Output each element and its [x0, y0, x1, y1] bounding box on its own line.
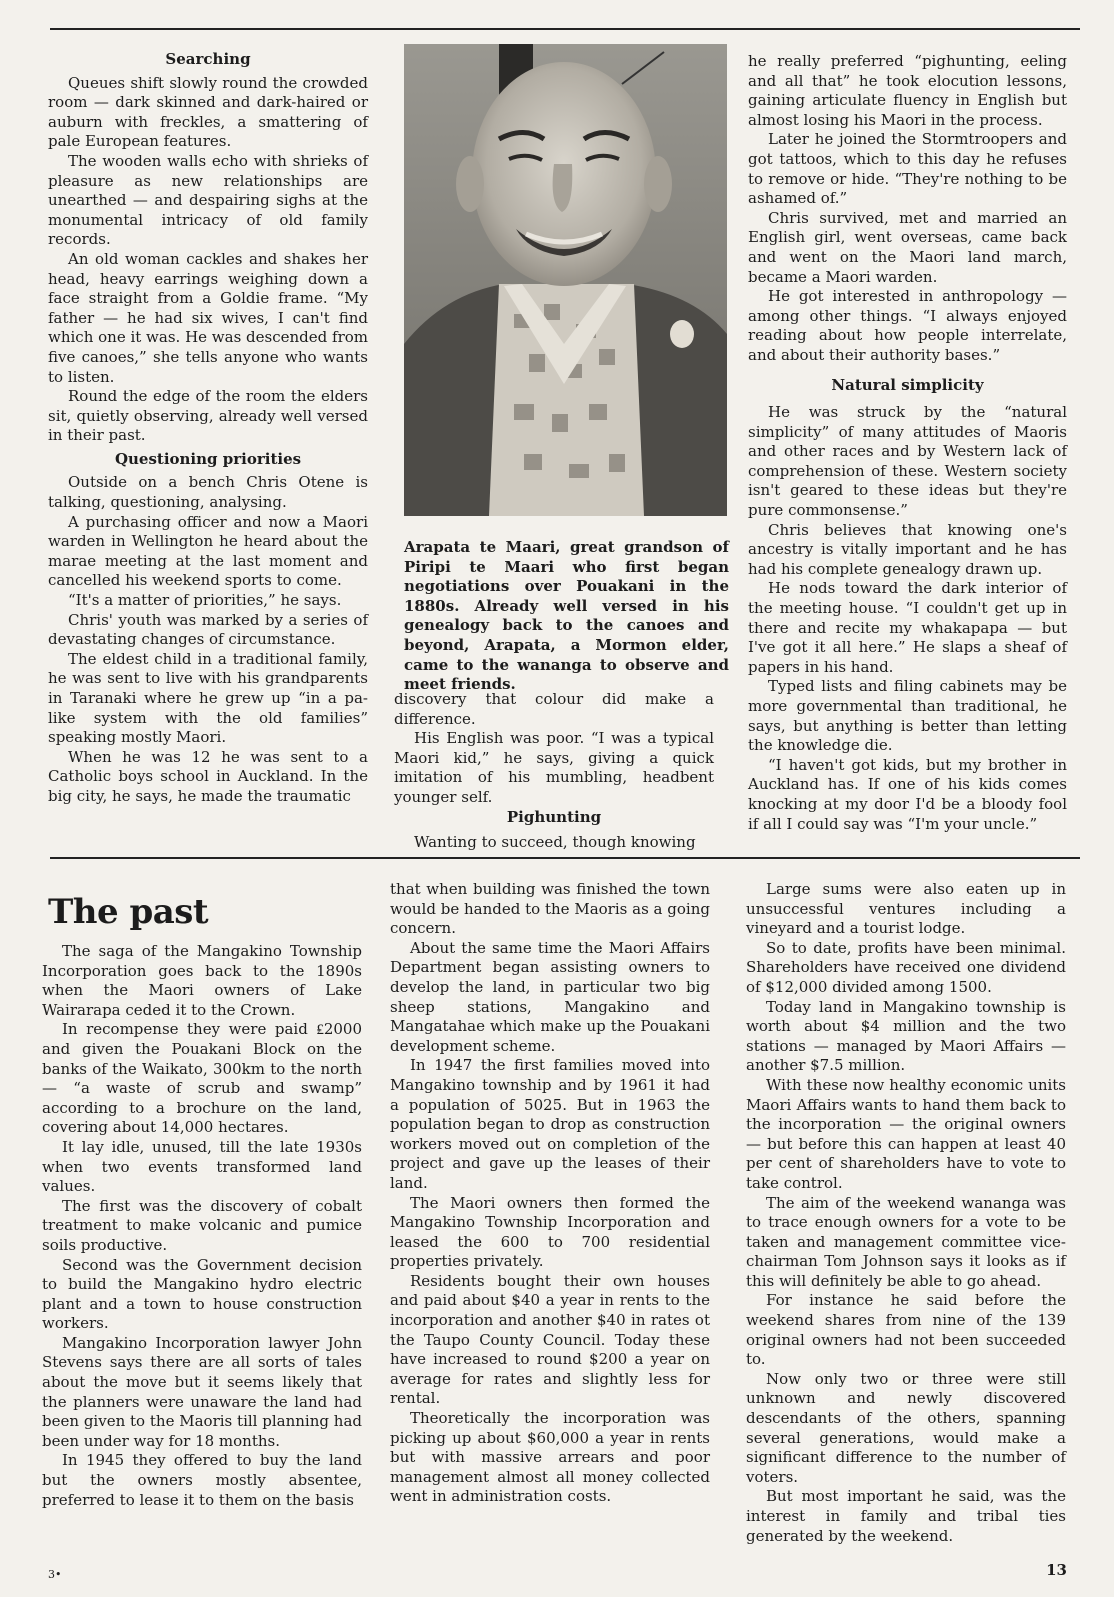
paragraph: So to date, profits have been minimal. Shareholders have received one dividend of $12,000 divided among 1500.: [746, 938, 1066, 996]
portrait-photo: [404, 44, 727, 516]
paragraph: Residents bought their own houses and paid about $40 a year in rents to the incorporation and another $40 in rates ot the Taupo County Council. Today these have increased to round $200 a year on average for rates and slightly less for rental.: [390, 1271, 710, 1408]
subheading-natural-simplicity: Natural simplicity: [831, 375, 984, 394]
portrait-illustration: [404, 44, 727, 516]
page-number: 13: [1046, 1561, 1067, 1579]
subheading-pighunting: Pighunting: [506, 807, 602, 826]
paragraph: discovery that colour did make a difference.: [394, 690, 714, 728]
paragraph: that when building was finished the town would be handed to the Maoris as a going concern.: [390, 880, 710, 938]
paragraph: Later he joined the Stormtroopers and got tattoos, which to this day he refuses to remove or hide. “They're nothing to be ashamed of.”: [748, 130, 1067, 208]
upper-column-3: [748, 52, 1067, 834]
paragraph: The saga of the Mangakino Township Incorporation goes back to the 1890s when the Maori owners of Lake Wairarapa ceded it to the Crown.: [42, 942, 362, 1019]
paragraph: About the same time the Maori Affairs Department began assisting owners to develop the land, in particular two big sheep stations, Mangakino and Mangatahae which make up the Pouakani development scheme.: [390, 938, 710, 1055]
paragraph: The first was the discovery of cobalt treatment to make volcanic and pumice soils productive.: [42, 1196, 362, 1254]
page-mark: 3•: [48, 1568, 62, 1581]
paragraph: For instance he said before the weekend shares from nine of the 139 original owners had not been succeeded to.: [746, 1291, 1066, 1369]
paragraph: He got interested in anthropology — among other things. “I always enjoyed reading about how people interrelate, and about their authority bases.”: [748, 287, 1067, 364]
lower-column-1: [42, 942, 362, 1510]
paragraph: The Maori owners then formed the Mangakino Township Incorporation and leased the 600 to 700 residential properties privately.: [390, 1193, 710, 1271]
upper-column-2: [394, 690, 714, 853]
paragraph: Round the edge of the room the elders sit, quietly observing, already well versed in their past.: [48, 387, 368, 445]
paragraph: The aim of the weekend wananga was to trace enough owners for a vote to be taken and management committee vice-chairman Tom Johnson says it looks as if this will definitely be able to go ahead.: [746, 1193, 1066, 1290]
paragraph: Second was the Government decision to build the Mangakino hydro electric plant and a town to house construction workers.: [42, 1255, 362, 1333]
paragraph: The wooden walls echo with shrieks of pleasure as new relationships are unearthed — and despairing sighs at the monumental intricacy of old family records.: [48, 151, 368, 249]
paragraph: He nods toward the dark interior of the meeting house. “I couldn't get up in there and recite my whakapapa — but I've got it all here.” He slaps a sheaf of papers in his hand.: [748, 579, 1067, 676]
paragraph: With these now healthy economic units Maori Affairs wants to hand them back to the incorporation — the original owners — but before this can happen at least 40 per cent of shareholders have to vote to take control.: [746, 1075, 1066, 1192]
paragraph: In 1945 they offered to buy the land but the owners mostly absentee, preferred to lease it to them on the basis: [42, 1451, 362, 1509]
paragraph: Wanting to succeed, though knowing: [414, 833, 696, 852]
paragraph: Chris believes that knowing one's ancestry is vitally important and he has had his complete genealogy drawn up.: [748, 520, 1067, 578]
paragraph: He was struck by the “natural simplicity” of many attitudes of Maoris and other races and by Western lack of comprehension of these. Western society isn't geared to these ideas but they're pure commonsense.”: [748, 403, 1067, 520]
top-rule: [50, 28, 1080, 30]
lower-column-2: [390, 880, 710, 1507]
paragraph: His English was poor. “I was a typical Maori kid,” he says, giving a quick imitation of his mumbling, headbent younger self.: [394, 729, 714, 806]
paragraph: he really preferred “pighunting, eeling and all that” he took elocution lessons, gaining articulate fluency in English but almost losing his Maori in the process.: [748, 52, 1067, 129]
paragraph: Now only two or three were still unknown and newly discovered descendants of the others, spanning several generations, would make a significant difference to the number of voters.: [746, 1369, 1066, 1486]
paragraph: “It's a matter of priorities,” he says.: [68, 591, 342, 610]
paragraph: But most important he said, was the interest in family and tribal ties generated by the weekend.: [746, 1487, 1066, 1545]
subheading-questioning-priorities: Questioning priorities: [114, 449, 302, 468]
paragraph: An old woman cackles and shakes her head, heavy earrings weighing down a face straight from a Goldie frame. “My father — he had six wives, I can't find which one it was. He was descended from five canoes,” she tells anyone who wants to listen.: [48, 249, 368, 386]
upper-column-1: [48, 48, 368, 807]
paragraph: Chris survived, met and married an English girl, went overseas, came back and went on the Maori land march, became a Maori warden.: [748, 208, 1067, 286]
paragraph: Queues shift slowly round the crowded room — dark skinned and dark-haired or auburn with freckles, a smattering of pale European features.: [48, 73, 368, 151]
paragraph: The eldest child in a traditional family, he was sent to live with his grandparents in Taranaki where he grew up “in a pa-like system with the old families” speaking mostly Maori.: [48, 649, 368, 747]
paragraph: In 1947 the first families moved into Mangakino township and by 1961 it had a population of 5025. But in 1963 the population began to drop as construction workers moved out on completion of the project and gave up the leases of their land.: [390, 1056, 710, 1192]
paragraph: Large sums were also eaten up in unsuccessful ventures including a vineyard and a tourist lodge.: [746, 880, 1066, 938]
paragraph: When he was 12 he was sent to a Catholic boys school in Auckland. In the big city, he says, he made the traumatic: [48, 747, 368, 805]
paragraph: In recompense they were paid ₤2000 and given the Pouakani Block on the banks of the Waikato, 300km to the north — “a waste of scrub and swamp” according to a brochure on the land, covering about 14,000 hectares.: [42, 1020, 362, 1137]
subheading-searching: Searching: [165, 50, 251, 68]
paragraph: “I haven't got kids, but my brother in Auckland has. If one of his kids comes knocking at my door I'd be a bloody fool if all I could say was “I'm your uncle.”: [748, 755, 1067, 833]
paragraph: Outside on a bench Chris Otene is talking, questioning, analysing.: [48, 473, 368, 512]
paragraph: It lay idle, unused, till the late 1930s when two events transformed land values.: [42, 1137, 362, 1196]
paragraph: Today land in Mangakino township is worth about $4 million and the two stations — managed by Maori Affairs — another $7.5 million.: [746, 997, 1066, 1075]
photo-caption: Arapata te Maari, great grandson of Piripi te Maari who first began negotiations over Pouakani in the 1880s. Already well versed in his genealogy back to the canoes and beyond, Arapata, a Mormon elder, came to the wananga to observe and meet friends.: [404, 538, 729, 694]
headline-the-past: The past: [48, 892, 209, 932]
paragraph: Mangakino Incorporation lawyer John Stevens says there are all sorts of tales about the move but it seems likely that the planners were unaware the land had been given to the Maoris till planning had been under way for 18 months.: [42, 1333, 362, 1450]
paragraph: Theoretically the incorporation was picking up about $60,000 a year in rents but with massive arrears and poor management almost all money collected went in administration costs.: [390, 1409, 710, 1506]
paragraph: A purchasing officer and now a Maori warden in Wellington he heard about the marae meeting at the last moment and cancelled his weekend sports to come.: [48, 512, 368, 590]
lower-column-3: [746, 880, 1066, 1546]
paragraph: Chris' youth was marked by a series of devastating changes of circumstance.: [48, 610, 368, 649]
paragraph: Typed lists and filing cabinets may be more governmental than traditional, he says, but anything is better than letting the knowledge die.: [748, 677, 1067, 755]
section-divider-rule: [50, 857, 1080, 859]
